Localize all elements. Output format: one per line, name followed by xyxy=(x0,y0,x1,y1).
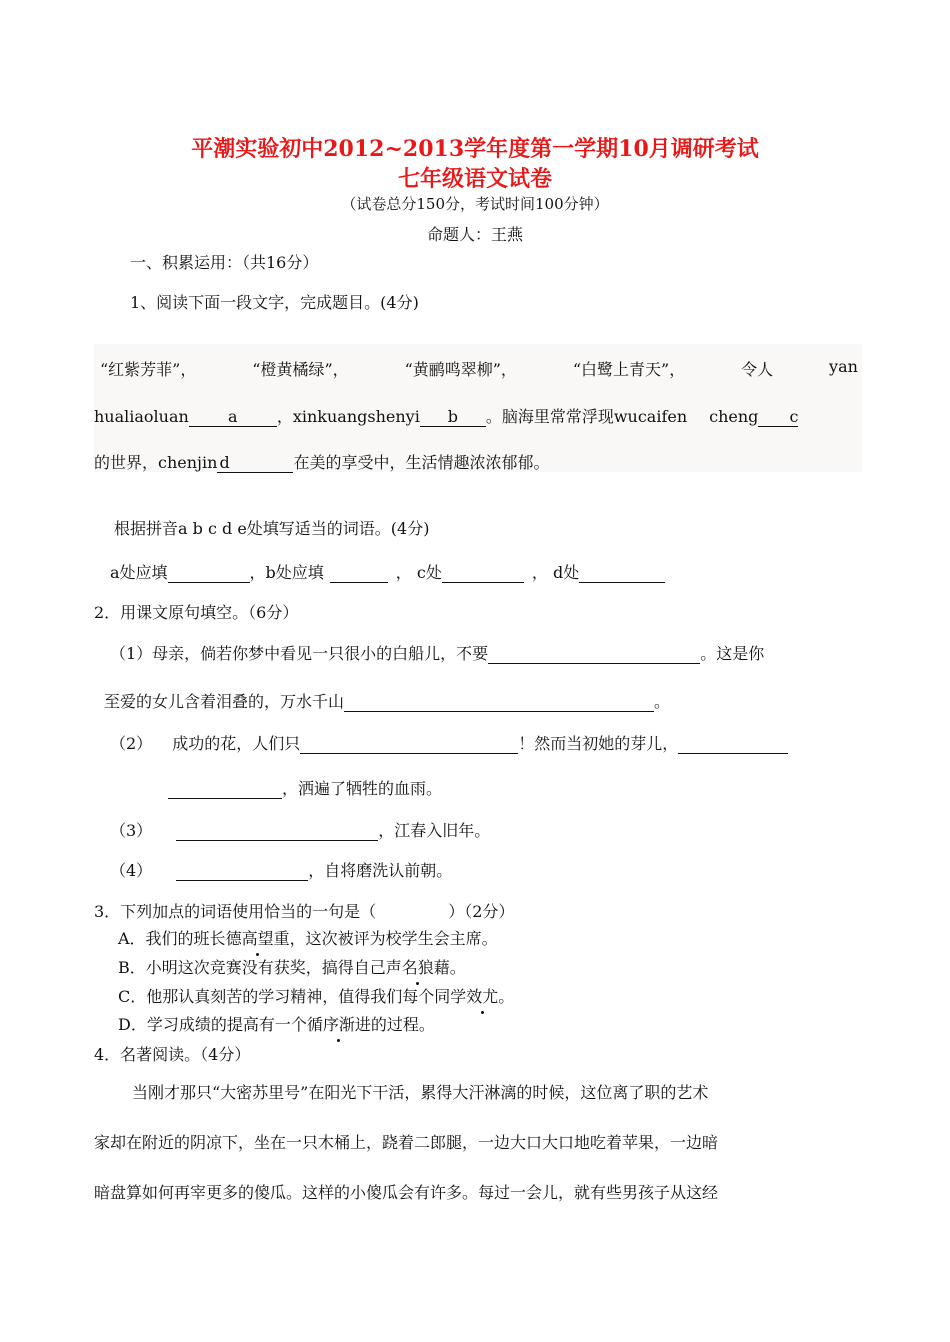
passage-phrase: “黄鹂鸣翠柳”， xyxy=(404,360,517,379)
fill-label-d: ， d处 xyxy=(531,563,580,582)
q3-option-a[interactable] xyxy=(118,926,498,949)
passage-phrase: “白鹭上青天”， xyxy=(572,360,686,379)
fill-label-c: ， c处 xyxy=(395,563,442,582)
blank-a[interactable]: a xyxy=(189,408,277,427)
q2-blank-2b[interactable] xyxy=(678,735,788,754)
q3-text: 3．下列加点的词语使用恰当的一句是（ xyxy=(94,902,377,921)
q2-blank-4[interactable] xyxy=(176,862,308,881)
pinyin-text: ，xinkuangshenyi xyxy=(276,407,420,426)
blank-d[interactable]: d xyxy=(217,454,293,473)
answer-blank-a[interactable] xyxy=(168,564,250,583)
q4-paragraph-line3: 暗盘算如何再宰更多的傻瓜。这样的小傻瓜会有许多。每过一会儿，就有些男孩子从这经 xyxy=(94,1183,719,1202)
q2-item2-line1 xyxy=(110,731,788,754)
q2-text: 。 xyxy=(654,692,671,711)
q2-blank-1b[interactable] xyxy=(344,693,654,712)
option-text: D．学习成绩的提高有一个 xyxy=(118,1015,307,1034)
exam-title-line2: 七年级语文试卷 xyxy=(397,166,552,192)
q3-option-b[interactable] xyxy=(118,955,466,978)
blank-b[interactable]: b xyxy=(420,408,486,427)
option-text: ，这次被评为校学生会主席。 xyxy=(289,929,498,948)
q2-blank-3[interactable] xyxy=(176,822,378,841)
option-text: A．我们的班长 xyxy=(118,929,226,948)
q2-text: 。这是你 xyxy=(700,644,765,663)
q2-prompt: 2．用课文原句填空。（6分） xyxy=(94,603,299,622)
q2-text: 成功的花，人们只 xyxy=(172,734,301,753)
q2-item1-line1 xyxy=(110,641,764,664)
q4-prompt: 4．名著阅读。（4分） xyxy=(94,1045,251,1064)
dotted-word: 德高望重 xyxy=(226,926,290,949)
answer-blank-b[interactable] xyxy=(330,564,388,583)
fill-label-a: a处应填 xyxy=(110,563,168,582)
q2-item-number: （4） xyxy=(110,861,153,880)
q2-text: ，洒遍了牺牲的血雨。 xyxy=(282,779,443,798)
passage-phrase: 令人 xyxy=(741,360,774,379)
exam-author: 命题人：王燕 xyxy=(426,225,523,244)
q2-item3 xyxy=(110,818,490,841)
answer-blank-d[interactable] xyxy=(579,564,665,583)
answer-blank-c[interactable] xyxy=(442,564,524,583)
option-text: 。 xyxy=(498,987,515,1006)
q1-fill-row xyxy=(110,560,665,583)
q1-prompt: 1、阅读下面一段文字，完成题目。(4分) xyxy=(130,293,419,312)
q2-blank-2a[interactable] xyxy=(300,735,518,754)
passage-phrase: yan xyxy=(829,357,858,376)
q2-item2-line2 xyxy=(168,776,442,799)
q2-text: ，自将磨洗认前朝。 xyxy=(308,861,453,880)
option-text: B．小明这次竞赛没有获奖，搞得自己 xyxy=(118,958,386,977)
q3-prompt xyxy=(94,899,514,922)
dotted-word: 效尤 xyxy=(466,984,498,1007)
q2-item4 xyxy=(110,858,452,881)
passage-phrase: “红紫芳菲”， xyxy=(100,360,197,379)
option-text: C．他那认真刻苦的学习精神，值得我们每个同学 xyxy=(118,987,467,1006)
dotted-word: 循序渐进 xyxy=(307,1012,371,1035)
q2-item-number: （3） xyxy=(110,821,153,840)
q2-text: 至爱的女儿含着泪叠的，万水千山 xyxy=(104,692,345,711)
passage-phrase: “橙黄橘绿”， xyxy=(252,360,349,379)
passage-text: 。脑海里常常浮现 xyxy=(485,407,614,426)
q4-paragraph-line2: 家却在附近的阴凉下，坐在一只木桶上，跷着二郎腿，一边大口大口地吃着苹果，一边暗 xyxy=(94,1133,719,1152)
pinyin-text: wucaifen xyxy=(613,407,688,426)
q3-text: ）（2分） xyxy=(448,902,515,921)
fill-label-b: ，b处应填 xyxy=(249,563,324,582)
q2-text: （1）母亲，倘若你梦中看见一只很小的白船儿，不要 xyxy=(110,644,489,663)
q1-instruction: 根据拼音a b c d e处填写适当的词语。(4分) xyxy=(114,519,430,538)
q2-blank-1a[interactable] xyxy=(488,645,700,664)
q2-blank-2c[interactable] xyxy=(168,780,282,799)
q4-paragraph-line1: 当刚才那只“大密苏里号”在阳光下干活，累得大汗淋漓的时候，这位离了职的艺术 xyxy=(132,1083,709,1102)
option-text: 。 xyxy=(449,958,466,977)
passage-text: 的世界，chenjin xyxy=(94,453,218,472)
q3-option-d[interactable] xyxy=(118,1012,435,1035)
q2-text: ！然而当初她的芽儿， xyxy=(518,734,679,753)
passage-row2 xyxy=(94,404,798,427)
pinyin-text: hualiaoluan xyxy=(94,407,189,426)
passage-row3 xyxy=(94,450,549,473)
exam-title-line1: 平潮实验初中2012~2013学年度第一学期10月调研考试 xyxy=(191,136,759,162)
q3-option-c[interactable] xyxy=(118,984,514,1007)
blank-c[interactable]: c xyxy=(758,408,798,427)
passage-text: 在美的享受中，生活情趣浓浓郁郁。 xyxy=(293,453,550,472)
q2-item1-line2 xyxy=(104,689,670,712)
q2-item-number: （2） xyxy=(110,734,153,753)
q2-text: ，江春入旧年。 xyxy=(378,821,491,840)
exam-subtitle: （试卷总分150分，考试时间100分钟） xyxy=(341,195,609,213)
option-text: 的过程。 xyxy=(370,1015,435,1034)
section1-heading: 一、积累运用：（共16分） xyxy=(130,253,319,272)
dotted-word: 声名狼藉 xyxy=(386,955,450,978)
passage-row1 xyxy=(100,357,858,380)
pinyin-text: cheng xyxy=(709,407,759,426)
